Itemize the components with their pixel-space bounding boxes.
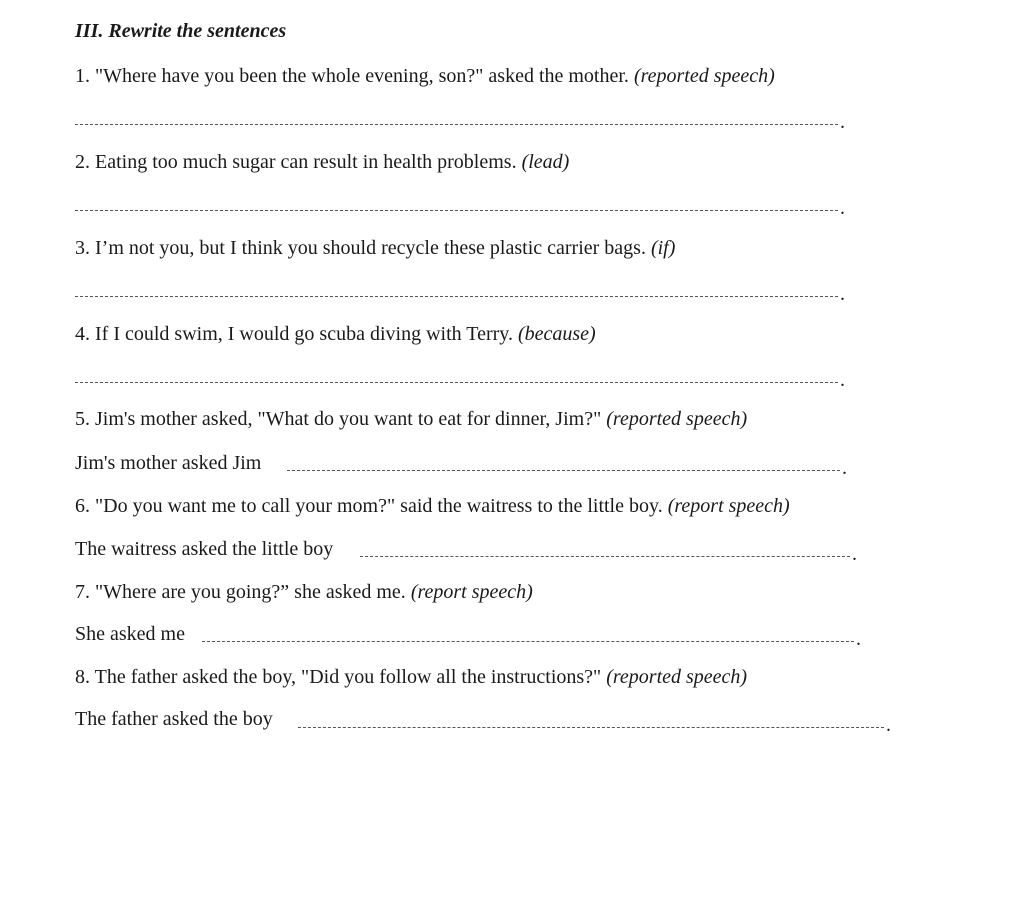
answer-7-period: . bbox=[856, 628, 861, 650]
answer-5-lead: Jim's mother asked Jim bbox=[75, 452, 262, 474]
question-4 bbox=[75, 322, 596, 346]
answer-line-8[interactable] bbox=[298, 727, 884, 728]
answer-line-6[interactable] bbox=[360, 556, 850, 557]
question-5 bbox=[75, 407, 747, 431]
answer-8-period: . bbox=[886, 714, 891, 736]
question-6-hint: (report speech) bbox=[667, 495, 790, 517]
answer-6-period: . bbox=[852, 543, 857, 565]
question-5-text: 5. Jim's mother asked, "What do you want to eat for dinner, Jim?" bbox=[75, 408, 607, 430]
answer-line-1[interactable] bbox=[75, 124, 838, 125]
answer-7-lead: She asked me bbox=[75, 623, 185, 645]
question-3-hint: (if) bbox=[650, 237, 676, 259]
answer-6-lead: The waitress asked the little boy bbox=[75, 538, 334, 560]
question-3 bbox=[75, 236, 675, 260]
answer-line-4[interactable] bbox=[75, 382, 838, 383]
question-6 bbox=[75, 494, 790, 518]
answer-4-period: . bbox=[840, 369, 845, 391]
worksheet-title: III. Rewrite the sentences bbox=[75, 20, 287, 42]
answer-line-5[interactable] bbox=[287, 470, 840, 471]
question-6-text: 6. "Do you want me to call your mom?" said the waitress to the little boy. bbox=[75, 495, 668, 517]
question-1 bbox=[75, 64, 775, 88]
question-3-text: 3. I’m not you, but I think you should recycle these plastic carrier bags. bbox=[75, 237, 651, 259]
answer-2-period: . bbox=[840, 197, 845, 219]
question-4-hint: (because) bbox=[517, 323, 596, 345]
question-2-text: 2. Eating too much sugar can result in health problems. bbox=[75, 151, 522, 173]
question-1-text: 1. "Where have you been the whole evening, son?" asked the mother. bbox=[75, 65, 634, 87]
question-7-text: 7. "Where are you going?” she asked me. bbox=[75, 581, 411, 603]
question-7 bbox=[75, 580, 533, 604]
question-2 bbox=[75, 150, 569, 174]
answer-8-lead: The father asked the boy bbox=[75, 708, 273, 730]
question-1-hint: (reported speech) bbox=[633, 65, 775, 87]
question-7-hint: (report speech) bbox=[410, 581, 533, 603]
question-8-hint: (reported speech) bbox=[606, 666, 748, 688]
question-8-text: 8. The father asked the boy, "Did you follow all the instructions?" bbox=[75, 666, 607, 688]
question-8 bbox=[75, 665, 747, 689]
answer-line-2[interactable] bbox=[75, 210, 838, 211]
answer-line-7[interactable] bbox=[202, 641, 854, 642]
question-4-text: 4. If I could swim, I would go scuba diving with Terry. bbox=[75, 323, 518, 345]
question-2-hint: (lead) bbox=[521, 151, 570, 173]
question-5-hint: (reported speech) bbox=[606, 408, 748, 430]
answer-line-3[interactable] bbox=[75, 296, 838, 297]
answer-1-period: . bbox=[840, 111, 845, 133]
answer-5-period: . bbox=[842, 457, 847, 479]
answer-3-period: . bbox=[840, 283, 845, 305]
